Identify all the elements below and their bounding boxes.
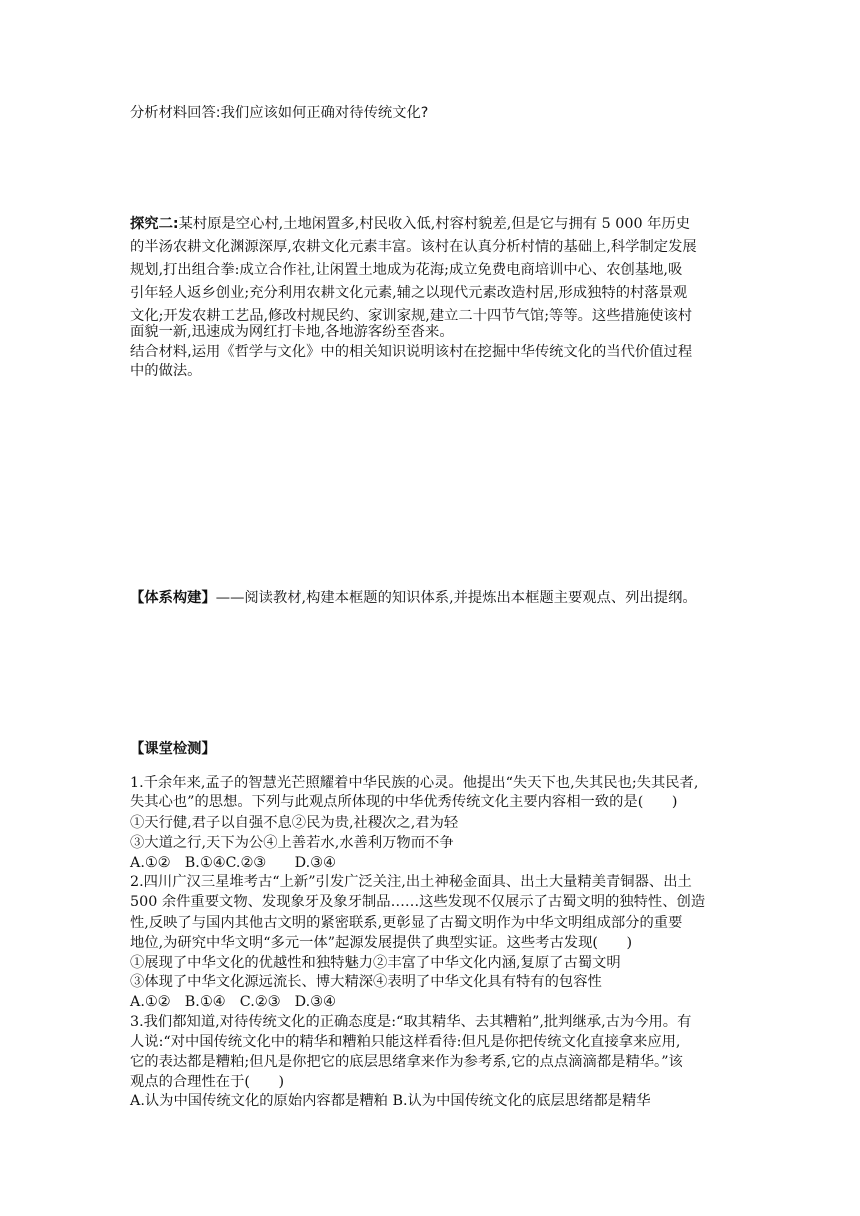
q2-line-2: 500 余件重要文物、发现象牙及象牙制品……这些发现不仅展示了古蜀文明的独特性、创造 [130,894,706,910]
tixi-section [130,588,730,608]
q3-line-3: 它的表达都是糟粕;但凡是你把它的底层思绪拿来作为参考系,它的点点滴滴都是精华。”该 [130,1054,683,1070]
q3-line-1: 3.我们都知道,对待传统文化的正确态度是:“取其精华、去其糟粕”,批判继承,古为今用。有 [130,1014,692,1030]
q1-line-1: 1.千余年来,孟子的智慧光芒照耀着中华民族的心灵。他提出“失天下也,失其民也;失其民者, [130,775,699,791]
q3-option-line-1: A.认为中国传统文化的原始内容都是糟粕 B.认为中国传统文化的底层思绪都是精华 [130,1093,651,1109]
q3-line-2: 人说:“对中国传统文化中的精华和糟粕只能这样看待:但凡是你把传统文化直接拿来应用, [130,1034,681,1050]
q2-line-4: 地位,为研究中华文明“多元一体”起源发展提供了典型实证。这些考古发现( ) [130,935,633,951]
tixi-text: ——阅读教材,构建本框题的知识体系,并提炼出本框题主要观点、列出提纲。 [215,590,697,606]
q1-option-line-2: ③大道之行,天下为公④上善若水,水善利万物而不争 [130,835,454,851]
tanjiu2-label: 探究二: [130,216,179,232]
tanjiu2-line-6: 面貌一新,迅速成为网红打卡地,各地游客纷至沓来。 [130,324,454,340]
tanjiu2-line-1 [130,214,730,234]
tanjiu2-question-1: 结合材料,运用《哲学与文化》中的相关知识说明该村在挖掘中华传统文化的当代价值过程 [130,344,693,360]
tanjiu2-text: 某村原是空心村,土地闲置多,村民收入低,村容村貌差,但是它与拥有 5 000 年历史 [178,216,691,232]
tanjiu2-question-2: 中的做法。 [130,363,202,379]
q3-line-4: 观点的合理性在于( ) [130,1074,285,1090]
q1-option-line-1: ①天行健,君子以自强不息②民为贵,社稷次之,君为轻 [130,815,459,831]
tixi-heading: 【体系构建】 [130,590,216,606]
q1-answers: A.①② B.①④C.②③ D.③④ [130,855,336,871]
tanjiu2-line-3: 规划,打出组合拳:成立合作社,让闲置土地成为花海;成立免费电商培训中心、农创基地,吸 [130,262,683,278]
ketang-heading: 【课堂检测】 [130,741,216,757]
tanjiu2-line-4: 引年轻人返乡创业;充分利用农耕文化元素,辅之以现代元素改造村居,形成独特的村落景观 [130,285,688,301]
question-intro: 分析材料回答:我们应该如何正确对待传统文化? [130,105,429,121]
tanjiu2-line-2: 的半汤农耕文化渊源深厚,农耕文化元素丰富。该村在认真分析村情的基础上,科学制定发展 [130,239,697,255]
q2-line-1: 2.四川广汉三星堆考古“上新”引发广泛关注,出土神秘金面具、出土大量精美青铜器、出土 [130,874,692,890]
q2-option-line-1: ①展现了中华文化的优越性和独特魅力②丰富了中华文化内涵,复原了古蜀文明 [130,955,621,971]
tanjiu2-line-5: 文化;开发农耕工艺品,修改村规民约、家训家规,建立二十四节气馆;等等。这些措施使该村 [130,308,692,324]
q1-line-2: 失其心也”的思想。下列与此观点所体现的中华优秀传统文化主要内容相一致的是( ) [130,794,678,810]
q2-answers: A.①② B.①④ C.②③ D.③④ [130,994,336,1010]
q2-option-line-2: ③体现了中华文化源远流长、博大精深④表明了中华文化具有特有的包容性 [130,974,602,990]
q2-line-3: 性,反映了与国内其他古文明的紧密联系,更彰显了古蜀文明作为中华文明组成部分的重要 [130,915,683,931]
